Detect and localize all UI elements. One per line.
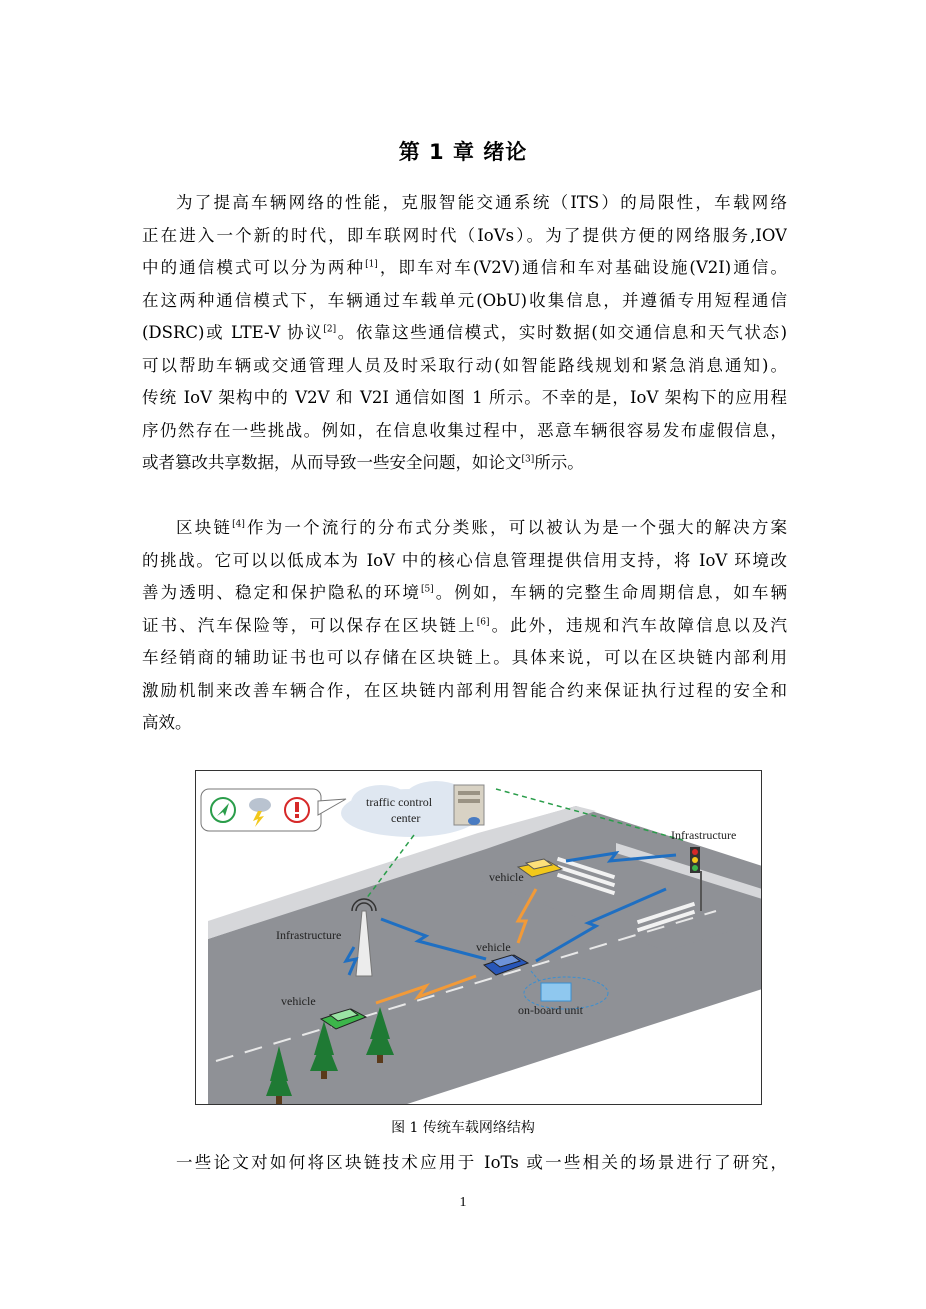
text-line: 激励机制来改善车辆合作，在区块链内部利用智能合约来保证执行过程的安全和 [142,680,787,700]
text-line: 高效。 [142,713,192,732]
label-center: center [391,811,421,825]
citation[interactable]: [5] [420,584,434,595]
citation[interactable]: [6] [476,617,490,627]
iov-architecture-diagram [196,771,762,1105]
text-line: 序仍然存在一些挑战。例如，在信息收集过程中，恶意车辆很容易发布虚假信息， [142,420,787,440]
label-infrastructure-left: Infrastructure [276,928,342,942]
text-line: 中的通信模式可以分为两种[1]，即车对车(V2V)通信和车对基础设施(V2I)通信。 [142,258,787,277]
label-on-board-unit: on-board unit [518,1003,583,1017]
citation[interactable]: [2] [323,324,337,335]
text-line: 为了提高车辆网络的性能，克服智能交通系统（ITS）的局限性，车载网络 [176,193,787,212]
info-bubble [201,789,346,831]
text-line: (DSRC)或 LTE-V 协议[2]。依靠这些通信模式，实时数据(如交通信息和天气状态) [142,323,787,342]
text-line: 善为透明、稳定和保护隐私的环境[5]。例如，车辆的完整生命周期信息，如车辆 [142,583,787,602]
text-line: 正在进入一个新的时代，即车联网时代（IoVs）。为了提供方便的网络服务,IOV [142,225,787,245]
citation[interactable]: [1] [365,259,378,270]
text-line: 可以帮助车辆或交通管理人员及时采取行动(如智能路线规划和紧急消息通知)。 [142,355,787,375]
text-line: 的挑战。它可以以低成本为 IoV 中的核心信息管理提供信用支持，将 IoV 环境改 [142,550,787,570]
chapter-title: 第 1 章 绪论 [398,140,528,164]
label-vehicle-left: vehicle [281,994,316,1008]
citation[interactable]: [4] [232,519,245,530]
text-line: 传统 IoV 架构中的 V2V 和 V2I 通信如图 1 所示。不幸的是，IoV 架构下的应用程 [142,388,787,407]
text-line: 证书、汽车保险等，可以保存在区块链上[6]。此外，违规和汽车故障信息以及汽 [142,615,787,635]
citation[interactable]: [3] [521,454,535,465]
page-number: 1 [459,1195,467,1210]
text-line: 一些论文对如何将区块链技术应用于 IoTs 或一些相关的场景进行了研究， [176,1153,787,1172]
text-line: 区块链[4]作为一个流行的分布式分类账，可以被认为是一个强大的解决方案 [176,518,787,537]
figure-caption: 图 1 传统车载网络结构 [391,1120,535,1136]
text-line: 车经销商的辅助证书也可以存储在区块链上。具体来说，可以在区块链内部利用 [142,648,787,667]
label-vehicle-top: vehicle [489,870,524,884]
text-line: 或者篡改共享数据，从而导致一些安全问题，如论文[3]所示。 [142,453,584,472]
label-infrastructure-top: Infrastructure [671,828,737,842]
label-vehicle-middle: vehicle [476,940,511,954]
text-line: 在这两种通信模式下，车辆通过车载单元(ObU)收集信息，并遵循专用短程通信 [142,290,787,310]
traffic-control-center-cloud [341,781,484,837]
figure-1 [195,770,762,1105]
label-traffic-control: traffic control [366,795,433,809]
